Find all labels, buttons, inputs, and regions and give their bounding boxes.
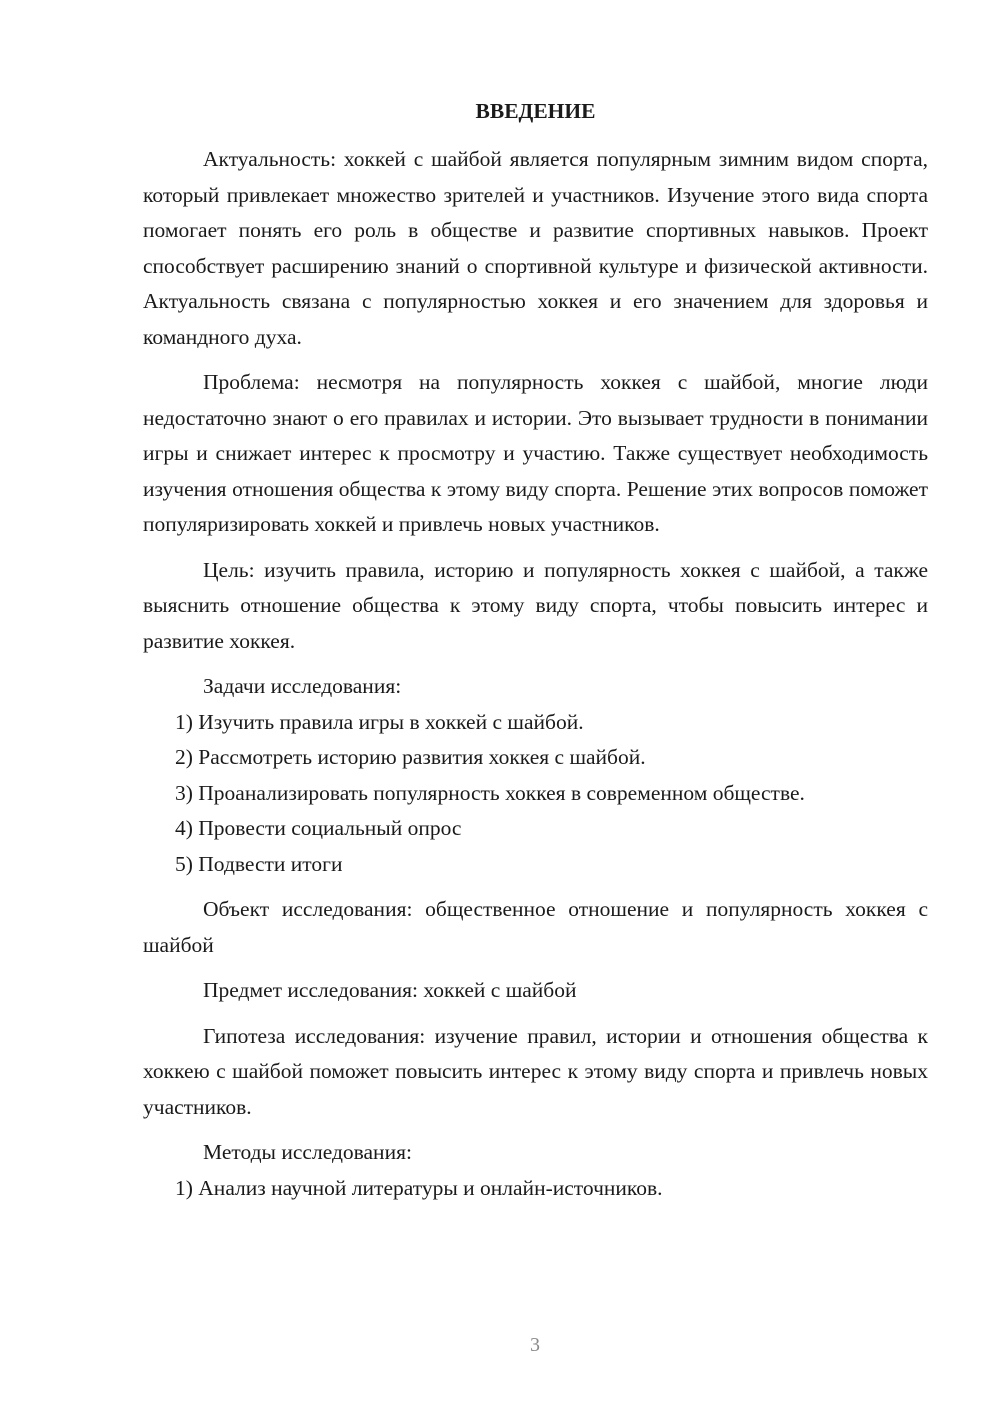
page-number: 3: [530, 1334, 540, 1356]
goal-paragraph: Цель: изучить правила, историю и популярность хоккея с шайбой, а также выяснить отношение общества к этому виду спорта, чтобы повысить интерес и развитие хоккея.: [143, 557, 928, 653]
document-body: [143, 142, 928, 1206]
hypothesis-paragraph: Гипотеза исследования: изучение правил, истории и отношения общества к хоккею с шайбой поможет повысить интерес к этому виду спорта и привлечь новых участников.: [143, 1023, 928, 1119]
task-item: 5) Подвести итоги: [175, 851, 343, 876]
object-paragraph: Объект исследования: общественное отношение и популярность хоккея с шайбой: [143, 897, 928, 957]
subject-paragraph: Предмет исследования: хоккей с шайбой: [203, 978, 577, 1002]
method-item: 1) Анализ научной литературы и онлайн-источников.: [175, 1175, 663, 1200]
methods-title: Методы исследования:: [203, 1140, 412, 1164]
section-heading: ВВЕДЕНИЕ: [475, 99, 596, 123]
task-item: 1) Изучить правила игры в хоккей с шайбой.: [175, 709, 584, 734]
tasks-title: Задачи исследования:: [203, 674, 402, 698]
task-item: 2) Рассмотреть историю развития хоккея с шайбой.: [175, 745, 646, 769]
problem-paragraph: Проблема: несмотря на популярность хоккея с шайбой, многие люди недостаточно знают о его правилах и истории. Это вызывает трудности в понимании игры и снижает интерес к просмотру и участию. Также существует необходимость изучения отношения общества к этому виду спорта. Решение этих вопросов поможет популяризировать хоккей и привлечь новых участников.: [143, 370, 928, 536]
relevance-paragraph: Актуальность: хоккей с шайбой является популярным зимним видом спорта, который привлекает множество зрителей и участников. Изучение этого вида спорта помогает понять его роль в обществе и развитие спортивных навыков. Проект способствует расширению знаний о спортивной культуре и физической активности. Актуальность связана с популярностью хоккея и его значением для здоровья и командного духа.: [143, 147, 928, 349]
task-item: 4) Провести социальный опрос: [175, 816, 462, 840]
task-item: 3) Проанализировать популярность хоккея в современном обществе.: [175, 780, 805, 805]
